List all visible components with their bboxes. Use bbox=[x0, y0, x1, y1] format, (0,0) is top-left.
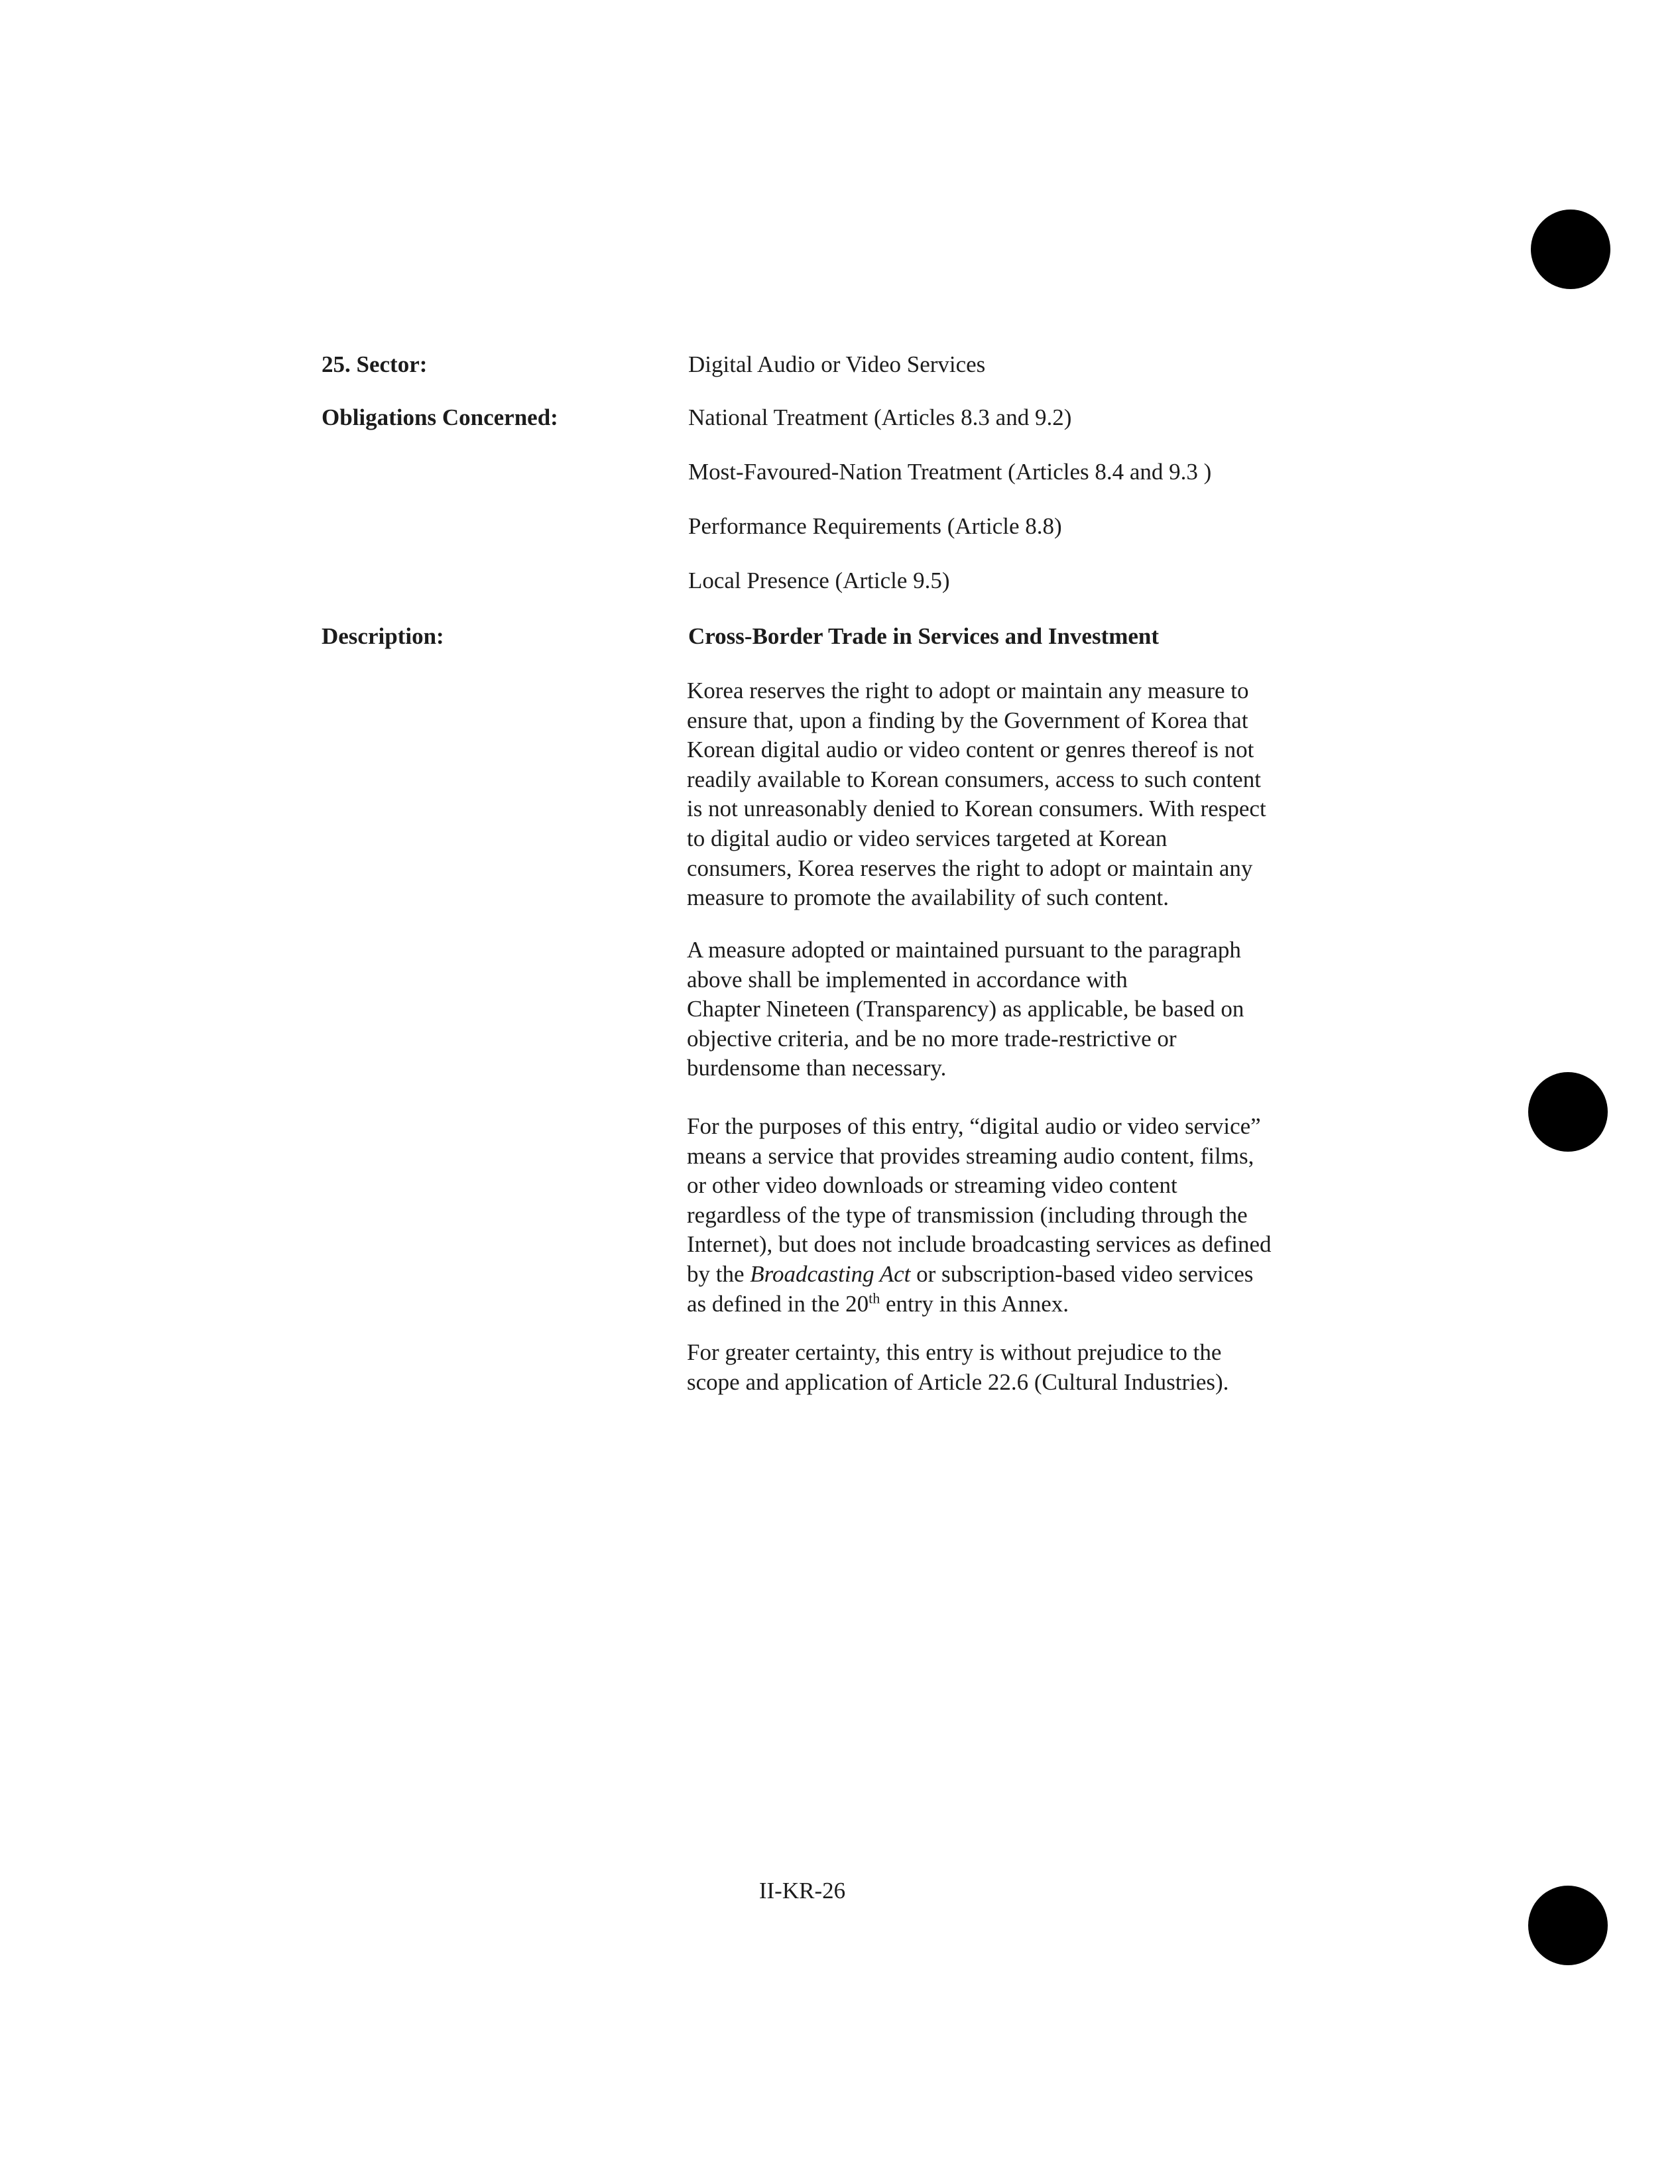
definition-text: or subscription-based video services as defined in the 20 bbox=[687, 1260, 1254, 1317]
binder-hole-icon bbox=[1528, 1072, 1608, 1152]
description-paragraph: A measure adopted or maintained pursuant to the paragraph above shall be implemented in accordance with Chapter Nineteen (Transparency) as applicable, be based on objective criteria, and be no more trade-restrictive or burdensome than necessary. bbox=[687, 937, 1244, 1081]
definition-paragraph bbox=[687, 1112, 1343, 1319]
ordinal-suffix: th bbox=[869, 1289, 880, 1306]
broadcasting-act-reference: Broadcasting Act bbox=[750, 1260, 911, 1287]
obligation-item: Local Presence (Article 9.5) bbox=[688, 568, 950, 593]
description-paragraph: For greater certainty, this entry is without prejudice to the scope and application of Article 22.6 (Cultural Industries). bbox=[687, 1339, 1229, 1395]
obligation-item: National Treatment (Articles 8.3 and 9.2) bbox=[688, 404, 1072, 430]
definition-text: For the purposes of this entry, “digital audio or video service” means a service that provides streaming audio content, films, or other video downloads or streaming video content regardless of the type of transmission (including through the Internet), but does not include broadcasting services as defined by the bbox=[687, 1113, 1272, 1287]
binder-hole-icon bbox=[1531, 210, 1610, 289]
page-number: II-KR-26 bbox=[758, 1878, 846, 1904]
obligation-item: Performance Requirements (Article 8.8) bbox=[688, 513, 1062, 539]
definition-text: entry in this Annex. bbox=[880, 1290, 1069, 1317]
sector-label: 25. Sector: bbox=[322, 351, 428, 377]
description-paragraph: Korea reserves the right to adopt or maintain any measure to ensure that, upon a finding by the Government of Korea that Korean digital audio or video content or genres thereof is not readily available to Korean consumers, access to such content is not unreasonably denied to Korean consumers. With respect to digital audio or video services targeted at Korean consumers, Korea reserves the right to adopt or maintain any measure to promote the availability of such content. bbox=[687, 678, 1266, 911]
sector-value: Digital Audio or Video Services bbox=[688, 351, 986, 377]
obligations-label: Obligations Concerned: bbox=[322, 404, 558, 430]
description-heading: Cross-Border Trade in Services and Investment bbox=[688, 623, 1160, 649]
obligation-item: Most-Favoured-Nation Treatment (Articles 8.4 and 9.3 ) bbox=[688, 459, 1212, 485]
description-label: Description: bbox=[322, 623, 444, 649]
